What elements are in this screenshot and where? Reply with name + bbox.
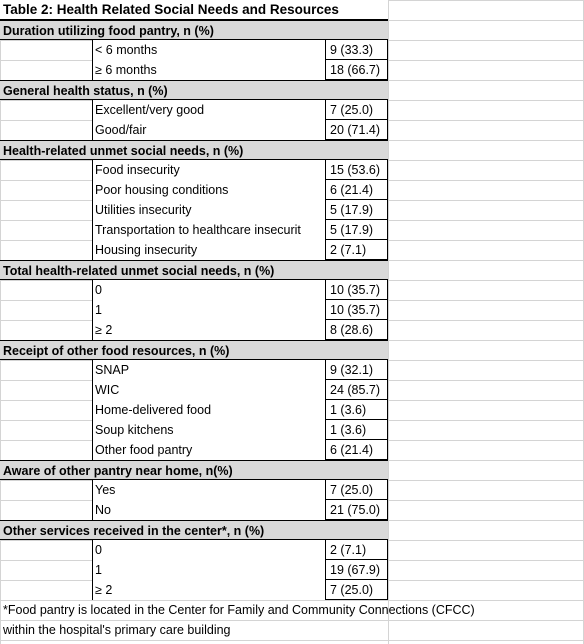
row-value-cell[interactable]: 1 (3.6) — [325, 400, 388, 420]
row-label-cell[interactable]: ≥ 6 months — [92, 60, 325, 80]
row-label-cell[interactable]: < 6 months — [92, 40, 325, 60]
row-label-cell[interactable]: 0 — [92, 540, 325, 560]
spacer-cell[interactable] — [0, 160, 92, 180]
section-heading: Total health-related unmet social needs, n (%) — [0, 260, 388, 280]
table-row[interactable] — [0, 380, 388, 400]
row-label-cell[interactable]: Yes — [92, 480, 325, 500]
row-value-cell[interactable]: 7 (25.0) — [325, 100, 388, 120]
table-row[interactable] — [0, 300, 388, 320]
row-value-cell[interactable]: 7 (25.0) — [325, 580, 388, 600]
spacer-cell[interactable] — [0, 320, 92, 340]
row-value-cell[interactable]: 2 (7.1) — [325, 540, 388, 560]
row-value-cell[interactable]: 7 (25.0) — [325, 480, 388, 500]
table-row[interactable] — [0, 120, 388, 140]
column-gridline — [388, 0, 389, 644]
row-label-cell[interactable]: 1 — [92, 560, 325, 580]
row-value-cell[interactable]: 24 (85.7) — [325, 380, 388, 400]
section-heading: Aware of other pantry near home, n(%) — [0, 460, 388, 480]
spacer-cell[interactable] — [0, 440, 92, 460]
row-label-cell[interactable]: Soup kitchens — [92, 420, 325, 440]
spacer-cell[interactable] — [0, 360, 92, 380]
spacer-cell[interactable] — [0, 220, 92, 240]
table-row[interactable] — [0, 320, 388, 340]
spacer-cell[interactable] — [0, 580, 92, 600]
row-value-cell[interactable]: 9 (33.3) — [325, 40, 388, 60]
spacer-cell[interactable] — [0, 480, 92, 500]
spacer-cell[interactable] — [0, 560, 92, 580]
table-row[interactable] — [0, 40, 388, 60]
row-label-cell[interactable]: Poor housing conditions — [92, 180, 325, 200]
table-row[interactable] — [0, 580, 388, 600]
table-row[interactable] — [0, 360, 388, 380]
table-row[interactable] — [0, 560, 388, 580]
section-heading: Health-related unmet social needs, n (%) — [0, 140, 388, 160]
spacer-cell[interactable] — [0, 120, 92, 140]
row-label-cell[interactable]: Food insecurity — [92, 160, 325, 180]
row-label-cell[interactable]: Good/fair — [92, 120, 325, 140]
table-row[interactable] — [0, 540, 388, 560]
row-value-cell[interactable]: 21 (75.0) — [325, 500, 388, 520]
row-label-cell[interactable]: Transportation to healthcare insecurit — [92, 220, 325, 240]
row-value-cell[interactable]: 9 (32.1) — [325, 360, 388, 380]
spacer-cell[interactable] — [0, 420, 92, 440]
row-value-cell[interactable]: 20 (71.4) — [325, 120, 388, 140]
row-label-cell[interactable]: WIC — [92, 380, 325, 400]
spacer-cell[interactable] — [0, 60, 92, 80]
row-value-cell[interactable]: 10 (35.7) — [325, 300, 388, 320]
footnote-line: within the hospital's primary care building — [3, 623, 231, 637]
table-row[interactable] — [0, 480, 388, 500]
row-label-cell[interactable]: Home-delivered food — [92, 400, 325, 420]
table-row[interactable] — [0, 440, 388, 460]
row-label-cell[interactable]: Other food pantry — [92, 440, 325, 460]
table-row[interactable] — [0, 60, 388, 80]
row-label-cell[interactable]: 1 — [92, 300, 325, 320]
table-row[interactable] — [0, 180, 388, 200]
spacer-cell[interactable] — [0, 300, 92, 320]
row-label-cell[interactable]: Housing insecurity — [92, 240, 325, 260]
spacer-cell[interactable] — [0, 500, 92, 520]
table-row[interactable] — [0, 400, 388, 420]
table-row[interactable] — [0, 240, 388, 260]
row-label-cell[interactable]: No — [92, 500, 325, 520]
spacer-cell[interactable] — [0, 180, 92, 200]
row-value-cell[interactable]: 2 (7.1) — [325, 240, 388, 260]
row-value-cell[interactable]: 6 (21.4) — [325, 440, 388, 460]
section-heading: Other services received in the center*, n (%) — [0, 520, 388, 540]
spacer-cell[interactable] — [0, 540, 92, 560]
table-row[interactable] — [0, 420, 388, 440]
spacer-cell[interactable] — [0, 280, 92, 300]
spacer-cell[interactable] — [0, 200, 92, 220]
row-label-cell[interactable]: Excellent/very good — [92, 100, 325, 120]
spacer-cell[interactable] — [0, 40, 92, 60]
table-title: Table 2: Health Related Social Needs and Resources — [0, 0, 388, 20]
row-label-cell[interactable]: ≥ 2 — [92, 320, 325, 340]
spacer-cell[interactable] — [0, 100, 92, 120]
section-heading: General health status, n (%) — [0, 80, 388, 100]
row-value-cell[interactable]: 6 (21.4) — [325, 180, 388, 200]
row-label-cell[interactable]: Utilities insecurity — [92, 200, 325, 220]
footnote-line: *Food pantry is located in the Center for Family and Community Connections (CFCC) — [3, 603, 475, 617]
table-row[interactable] — [0, 100, 388, 120]
spacer-cell[interactable] — [0, 240, 92, 260]
spacer-cell[interactable] — [0, 380, 92, 400]
row-value-cell[interactable]: 18 (66.7) — [325, 60, 388, 80]
table-row[interactable] — [0, 200, 388, 220]
table-row[interactable] — [0, 280, 388, 300]
row-label-cell[interactable]: 0 — [92, 280, 325, 300]
table-row[interactable] — [0, 500, 388, 520]
row-value-cell[interactable]: 5 (17.9) — [325, 220, 388, 240]
row-value-cell[interactable]: 15 (53.6) — [325, 160, 388, 180]
table-row[interactable] — [0, 160, 388, 180]
row-value-cell[interactable]: 5 (17.9) — [325, 200, 388, 220]
row-value-cell[interactable]: 8 (28.6) — [325, 320, 388, 340]
section-heading: Receipt of other food resources, n (%) — [0, 340, 388, 360]
row-value-cell[interactable]: 19 (67.9) — [325, 560, 388, 580]
row-label-cell[interactable]: SNAP — [92, 360, 325, 380]
table-row[interactable] — [0, 220, 388, 240]
section-heading: Duration utilizing food pantry, n (%) — [0, 20, 388, 40]
row-label-cell[interactable]: ≥ 2 — [92, 580, 325, 600]
row-value-cell[interactable]: 10 (35.7) — [325, 280, 388, 300]
spacer-cell[interactable] — [0, 400, 92, 420]
row-value-cell[interactable]: 1 (3.6) — [325, 420, 388, 440]
